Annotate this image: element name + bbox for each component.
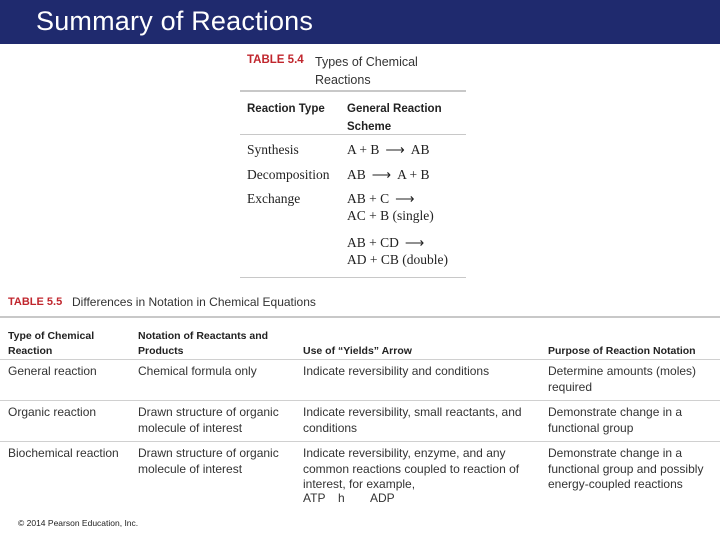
reaction-scheme-line: AC + B (single): [347, 208, 434, 223]
reaction-scheme: AB ⟶ A + B: [347, 167, 430, 182]
reaction-type: General reaction: [8, 364, 97, 378]
table-row: [240, 135, 466, 163]
reaction-type: Biochemical reaction: [8, 446, 119, 460]
divider: [240, 277, 466, 278]
reaction-type: Synthesis: [247, 142, 299, 157]
copyright: © 2014 Pearson Education, Inc.: [18, 518, 139, 528]
table-caption: [0, 288, 720, 316]
purpose: Demonstrate change in a functional group: [548, 405, 683, 435]
yields-arrow: ⟶: [395, 191, 415, 206]
title-bar: [0, 0, 720, 44]
purpose: Determine amounts (moles) required: [548, 364, 697, 394]
purpose: Demonstrate change in a functional group and possibly energy-coupled reactions: [548, 446, 704, 491]
notation: Drawn structure of organic molecule of interest: [138, 405, 279, 435]
reaction-type: Exchange: [247, 191, 301, 206]
arrow-use: Indicate reversibility and conditions: [303, 364, 490, 378]
slide-title: Summary of Reactions: [36, 6, 314, 36]
reaction-scheme: AB + C ⟶: [347, 191, 415, 206]
table-header: [0, 318, 720, 359]
table-title: Differences in Notation in Chemical Equations: [72, 295, 316, 309]
header-general-reaction: General Reaction Scheme: [347, 103, 442, 133]
reaction-type: Decomposition: [247, 167, 330, 182]
yields-arrow: ⟶: [404, 235, 425, 250]
table-label: TABLE 5.4: [247, 54, 304, 66]
table-5-4: [240, 50, 466, 278]
table-row: [0, 442, 720, 522]
atp-label: ATP: [303, 491, 326, 505]
table-row: [0, 401, 720, 441]
table-title-line1: Types of Chemical: [315, 55, 418, 69]
header-reaction-type: Reaction Type: [247, 103, 325, 115]
table-title: [315, 53, 465, 89]
reaction-type: Organic reaction: [8, 405, 97, 419]
notation: Chemical formula only: [138, 364, 257, 378]
notation: Drawn structure of organic molecule of interest: [138, 446, 279, 476]
adp-label: ADP: [370, 491, 395, 505]
reaction-scheme: A + B ⟶ AB: [347, 142, 430, 157]
h-label: h: [338, 491, 345, 505]
table-caption: [240, 50, 466, 90]
table-title-line2: Reactions: [315, 73, 371, 87]
header-arrow-use: Use of “Yields” Arrow: [303, 345, 412, 357]
arrow-use: Indicate reversibility, enzyme, and any common reactions coupled to reaction of interest, for example,: [303, 446, 520, 491]
table-5-5: [0, 288, 720, 522]
yields-arrow: ⟶: [371, 167, 392, 182]
reaction-scheme-line: AD + CB (double): [347, 252, 448, 267]
header-type: Type of Chemical Reaction: [8, 330, 95, 357]
arrow-use: Indicate reversibility, small reactants, and conditions: [303, 405, 522, 435]
table-label: TABLE 5.5: [8, 296, 63, 308]
table-header: [240, 92, 466, 134]
reaction-scheme: AB + CD ⟶: [347, 235, 425, 250]
yields-arrow: ⟶: [385, 142, 405, 157]
table-row: [240, 163, 466, 191]
header-notation: Notation of Reactants and Products: [138, 330, 269, 357]
table-row: [240, 191, 466, 277]
table-row: [0, 360, 720, 400]
header-purpose: Purpose of Reaction Notation: [548, 345, 696, 357]
